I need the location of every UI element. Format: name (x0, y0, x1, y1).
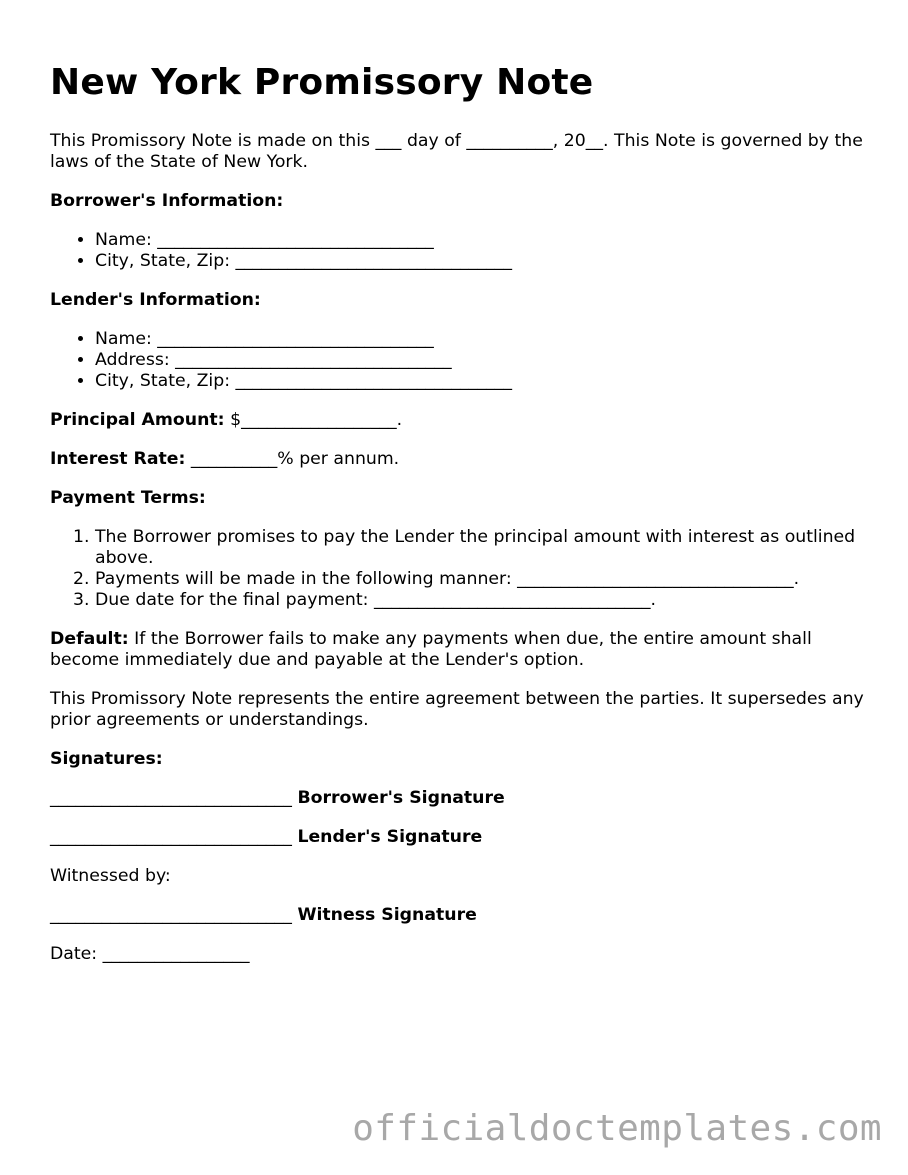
default-paragraph (50, 629, 870, 671)
witness-signature-line (50, 905, 870, 926)
default-label: Default: (50, 629, 129, 649)
lender-heading: Lender's Information: (50, 290, 261, 310)
principal-label: Principal Amount: (50, 410, 225, 430)
signature-blank: ____________________________ (50, 788, 292, 808)
payment-term-item: 1. The Borrower promises to pay the Lender the principal amount with interest as outlined above. (95, 527, 870, 569)
watermark: officialdoctemplates.com (352, 1108, 882, 1149)
payment-term-item: 3. Due date for the final payment: ________________________________. (95, 590, 870, 611)
entire-agreement-paragraph: This Promissory Note represents the entire agreement between the parties. It supersedes any prior agreements or understandings. (50, 689, 864, 730)
lender-address-item: • Address: ________________________________ (95, 350, 870, 371)
lender-signature-label: Lender's Signature (297, 827, 483, 847)
payment-term-item: 2. Payments will be made in the following manner: ________________________________. (95, 569, 870, 590)
witness-signature-label: Witness Signature (297, 905, 477, 925)
interest-rate-line (50, 449, 870, 470)
signature-blank: ____________________________ (50, 827, 292, 847)
lender-city-item: • City, State, Zip: ________________________________ (95, 371, 870, 392)
borrower-signature-label: Borrower's Signature (297, 788, 505, 808)
principal-value: $__________________. (224, 410, 403, 430)
borrower-list (50, 230, 870, 272)
signature-blank: ____________________________ (50, 905, 292, 925)
page-title: New York Promissory Note (50, 62, 594, 103)
borrower-name-item: • Name: ________________________________ (95, 230, 870, 251)
interest-label: Interest Rate: (50, 449, 186, 469)
intro-paragraph: This Promissory Note is made on this ___ day of __________, 20__. This Note is governed by the laws of the State of New York. (50, 131, 863, 172)
interest-value: __________% per annum. (185, 449, 400, 469)
borrower-signature-line (50, 788, 870, 809)
lender-list (50, 329, 870, 392)
borrower-city-item: • City, State, Zip: ________________________________ (95, 251, 870, 272)
signatures-heading: Signatures: (50, 749, 163, 769)
lender-signature-line (50, 827, 870, 848)
borrower-heading: Borrower's Information: (50, 191, 284, 211)
default-text: If the Borrower fails to make any payments when due, the entire amount shall become immediately due and payable at the Lender's option. (50, 629, 812, 670)
payment-terms-list (50, 527, 870, 611)
payment-terms-heading: Payment Terms: (50, 488, 206, 508)
date-line: Date: _________________ (50, 944, 250, 964)
document-body (50, 131, 870, 983)
principal-amount-line (50, 410, 870, 431)
witnessed-by: Witnessed by: (50, 866, 171, 886)
lender-name-item: • Name: ________________________________ (95, 329, 870, 350)
